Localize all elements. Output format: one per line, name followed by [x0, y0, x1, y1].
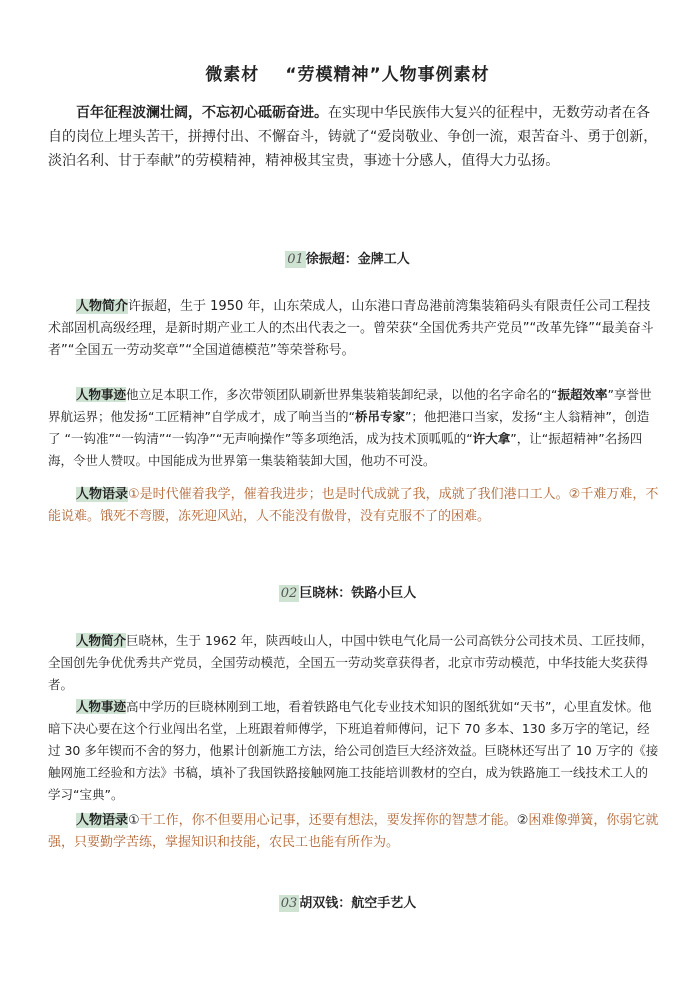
- section-title: 徐振超：金牌工人: [305, 252, 410, 267]
- intro-body: 巨晓林，生于 1962 年，陕西岐山人，中国中铁电气化局一公司高铁分公司技术员、工匠技师，全国创先争优优秀共产党员，全国劳动模范，全国五一劳动奖章获得者，北京市劳动模范，中华技能大奖获得者。: [48, 633, 654, 692]
- label-intro: 人物简介: [76, 299, 129, 314]
- section-number: 02: [280, 586, 298, 601]
- section-heading-03: [0, 892, 695, 911]
- section-title: 胡双钱：航空手艺人: [299, 896, 417, 911]
- deeds-text-a: 他立足本职工作，多次带领团队刷新世界集装箱装卸纪录，以他的名字命名的“: [126, 387, 558, 402]
- label-quotes: 人物语录: [76, 813, 129, 828]
- section-number: 03: [280, 896, 298, 911]
- deeds-body: 高中学历的巨晓林刚到工地，看着铁路电气化专业技术知识的图纸犹如“天书”，心里直发怵。他暗下决心要在这个行业闯出名堂，上班跟着师傅学，下班追着师傅问，记下 70 多本、130 多万字的笔记，经过 30 多年锲而不舍的努力，他累计创新施工方法，给公司创造巨大经济效益。巨晓林还写出了 10 万字的《接触网施工经验和方法》书稿，填补了我国铁路接触网施工技能培训教材的空白，成为铁路施工一线技术工人的学习“宝典”。: [48, 699, 659, 802]
- person-intro-02: [48, 630, 660, 696]
- intro-bold: 百年征程波澜壮阔，不忘初心砥砺奋进。: [76, 105, 328, 121]
- section-title: 巨晓林：铁路小巨人: [299, 586, 417, 601]
- deeds-bold-2: 桥吊专家: [354, 409, 405, 424]
- person-quotes-01: [48, 484, 660, 528]
- quote-body: ①是时代催着我学，催着我进步；也是时代成就了我，成就了我们港口工人。②千难万难，不能说难。饿死不弯腰，冻死迎风站，人不能没有傲骨，没有克服不了的困难。: [48, 487, 659, 524]
- person-deeds-02: [48, 696, 660, 806]
- label-deeds: 人物事迹: [76, 699, 127, 714]
- label-intro: 人物简介: [76, 633, 127, 648]
- person-intro-01: [48, 296, 660, 362]
- deeds-bold-1: 振超效率: [557, 387, 608, 402]
- quote-2: 困难像弹簧，你弱它就强，只要勤学苦练，掌握知识和技能，农民工也能有所作为。: [48, 813, 659, 850]
- section-heading-02: [0, 582, 695, 601]
- title-left: 微素材: [205, 65, 260, 85]
- page-title: [0, 60, 695, 85]
- intro-text: 在实现中华民族伟大复兴的征程中，无数劳动者在各自的岗位上埋头苦干，拼搏付出、不懈奋斗，铸就了“爱岗敬业、争创一流，艰苦奋斗、勇于创新，淡泊名利、甘于奉献”的劳模精神，精神极其宝贵，事迹十分感人，值得大力弘扬。: [48, 105, 658, 169]
- section-heading-01: [0, 248, 695, 267]
- deeds-text-e: ”，让“振超精神”名扬四海，令世人赞叹。中国能成为世界第一集装箱装卸大国，他功不可没。: [48, 431, 643, 468]
- quote-marker-2: ②: [516, 813, 529, 828]
- title-right: “劳模精神”人物事例素材: [285, 65, 490, 85]
- quote-1: 干工作，你不但要用心记事，还要有想法，要发挥你的智慧才能。: [139, 813, 517, 828]
- label-quotes: 人物语录: [76, 487, 129, 502]
- deeds-bold-3: 许大拿: [472, 431, 511, 446]
- section-number: 01: [287, 252, 304, 267]
- person-quotes-02: [48, 810, 660, 854]
- deeds-text-c: ”享誉世界航运界；他发扬“工匠精神”自学成才，成了响当当的“: [48, 387, 652, 424]
- person-deeds-01: [48, 384, 660, 472]
- intro-paragraph: [48, 101, 660, 173]
- quote-marker-1: ①: [128, 813, 140, 828]
- deeds-text-d: ”；他把港口当家，发扬“主人翁精神”，创造了 “一钩准”“一钩清”“一钩净”“无声响操作”等多项绝活，成为技术顶呱呱的“: [48, 409, 650, 446]
- label-deeds: 人物事迹: [76, 387, 127, 402]
- intro-body: 许振超，生于 1950 年，山东荣成人，山东港口青岛港前湾集装箱码头有限责任公司工程技术部固机高级经理，是新时期产业工人的杰出代表之一。曾荣获“全国优秀共产党员”“改革先锋”“最美奋斗者”“全国五一劳动奖章”“全国道德模范”等荣誉称号。: [48, 299, 654, 358]
